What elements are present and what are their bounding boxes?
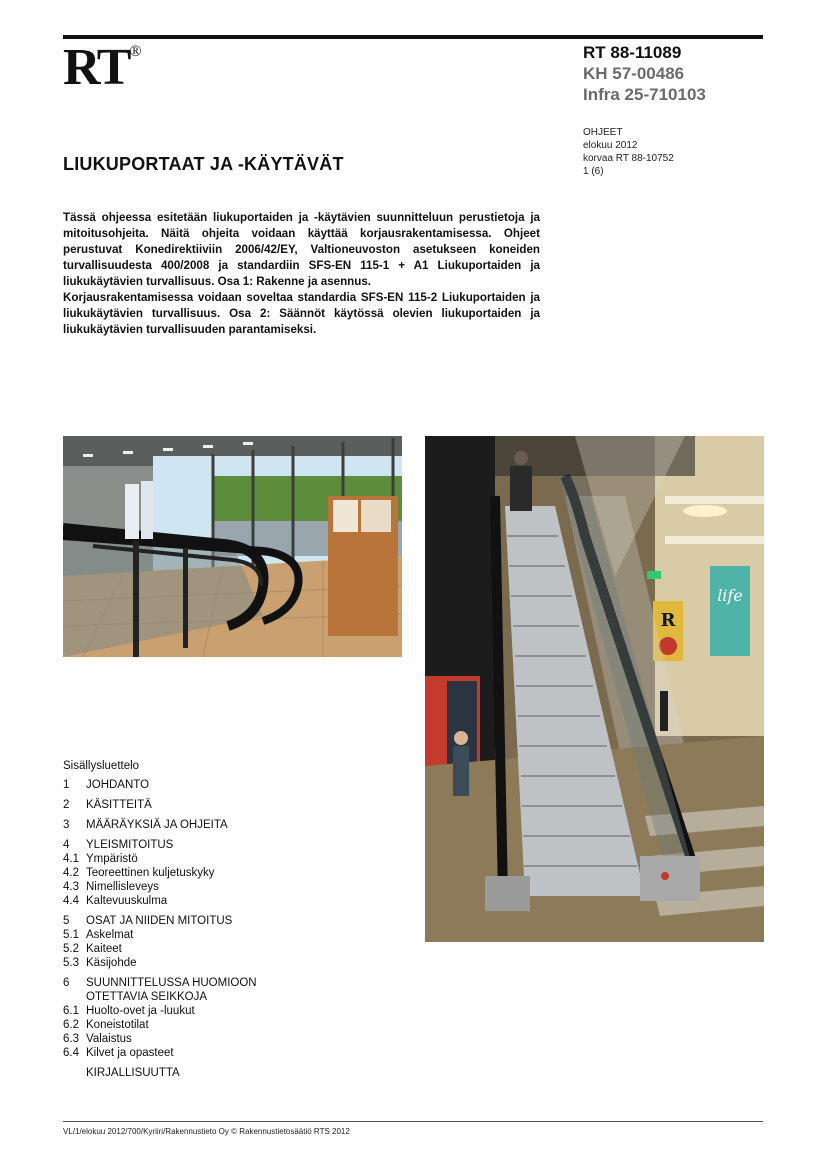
intro-text [63, 210, 540, 338]
footer-rule [63, 1121, 763, 1122]
toc-item-number: 3 [63, 819, 70, 831]
toc-item-label: OTETTAVIA SEIKKOJA [86, 991, 207, 1003]
toc-item-label: Kaltevuuskulma [86, 895, 168, 907]
toc-item-label: Valaistus [86, 1033, 132, 1045]
toc-item [63, 866, 393, 880]
code-kh: KH 57-00486 [583, 64, 685, 83]
toc-item-label: JOHDANTO [86, 779, 150, 791]
intro-paragraph-2: Korjausrakentamisessa voidaan soveltaa standardia SFS-EN 115-2 Liukuportaiden ja liukukäytävien turvallisuus. Osa 2: Säännöt käytössä olevien liukuportaiden ja liukukäytävien turvallisuuden parantamiseksi. [63, 291, 540, 336]
toc-item-label: Koneistotilat [86, 1019, 149, 1031]
toc-list [63, 778, 393, 1080]
toc-item [63, 1004, 393, 1018]
r-sign: R [660, 610, 676, 631]
toc-item-number: 6.4 [63, 1047, 79, 1059]
toc-item-label: Huolto-ovet ja -luukut [86, 1005, 195, 1017]
toc-item-label: Askelmat [86, 929, 134, 941]
footer-text: VL/1/elokuu 2012/700/Kyriiri/Rakennustieto Oy © Rakennustietosäätiö RTS 2012 [63, 1127, 350, 1136]
code-infra: Infra 25-710103 [583, 85, 706, 104]
toc-item-number: 4.1 [63, 853, 79, 865]
toc-item-number: 4.4 [63, 895, 79, 907]
document-codes [583, 42, 706, 105]
toc-item-number: 6.3 [63, 1033, 79, 1045]
toc-item [63, 928, 393, 942]
toc-item [63, 942, 393, 956]
toc-item-label: KIRJALLISUUTTA [86, 1067, 180, 1079]
life-sign: life [717, 586, 743, 605]
toc-item-label: Kilvet ja opasteet [86, 1047, 174, 1059]
toc-item [63, 838, 393, 852]
toc-item-number: 6.2 [63, 1019, 79, 1031]
toc-item-label: Ympäristö [86, 853, 138, 865]
toc-item [63, 1032, 393, 1046]
top-rule [63, 35, 763, 39]
toc-item-number: 4.2 [63, 867, 79, 879]
toc-item [63, 852, 393, 866]
escalator-photo [425, 436, 764, 942]
page-title: LIUKUPORTAAT JA -KÄYTÄVÄT [63, 154, 344, 174]
toc-item-label: OSAT JA NIIDEN MITOITUS [86, 915, 233, 927]
toc-item-number [63, 990, 86, 1004]
toc-item-number: 6.1 [63, 1005, 79, 1017]
toc-item [63, 914, 393, 928]
table-of-contents [63, 760, 393, 1080]
toc-item-number [63, 1066, 86, 1080]
toc-item-number: 2 [63, 799, 70, 811]
toc-item [63, 990, 393, 1004]
moving-walkway-photo [63, 436, 402, 657]
toc-item-label: YLEISMITOITUS [86, 839, 174, 851]
toc-item-number: 5.3 [63, 957, 79, 969]
toc-item [63, 798, 393, 812]
toc-item-label: Nimellisleveys [86, 881, 159, 893]
toc-item-label: SUUNNITTELUSSA HUOMIOON [86, 977, 257, 989]
meta-type: OHJEET [583, 127, 623, 138]
toc-item-label: Käsijohde [86, 957, 137, 969]
toc-item-label: KÄSITTEITÄ [86, 799, 152, 811]
code-rt: RT 88-11089 [583, 43, 682, 62]
toc-item [63, 778, 393, 792]
toc-item-number: 5.1 [63, 929, 79, 941]
toc-item-number: 5 [63, 915, 70, 927]
toc-item [63, 976, 393, 990]
meta-date: elokuu 2012 [583, 140, 638, 151]
toc-item-label: MÄÄRÄYKSIÄ JA OHJEITA [86, 819, 228, 831]
meta-page: 1 (6) [583, 166, 604, 177]
toc-item-number: 4.3 [63, 881, 79, 893]
toc-item-label: Teoreettinen kuljetuskyky [86, 867, 215, 879]
toc-item-number: 4 [63, 839, 70, 851]
rt-logo: RT® [63, 39, 142, 96]
toc-item [63, 880, 393, 894]
toc-item [63, 894, 393, 908]
toc-heading: Sisällysluettelo [63, 760, 140, 772]
meta-replaces: korvaa RT 88-10752 [583, 153, 674, 164]
toc-item [63, 956, 393, 970]
toc-item-label: Kaiteet [86, 943, 122, 955]
document-meta [583, 126, 674, 178]
toc-item-number: 1 [63, 779, 70, 791]
toc-item [63, 1018, 393, 1032]
toc-item [63, 818, 393, 832]
toc-item [63, 1066, 393, 1080]
toc-item [63, 1046, 393, 1060]
toc-item-number: 5.2 [63, 943, 79, 955]
toc-item-number: 6 [63, 977, 70, 989]
intro-paragraph-1: Tässä ohjeessa esitetään liukuportaiden ja -käytävien suunnitteluun perustietoja ja mitoitusohjeita. Näitä ohjeita voidaan käyttää korjausrakentamisessa. Ohjeet perustuvat Konedirektiiviin 2006/42/EY, Valtioneuvoston asetukseen koneiden turvallisuudesta 400/2008 ja standardiin SFS-EN 115-1 + A1 Liukuportaiden ja liukukäytävien turvallisuus. Osa 1: Rakenne ja asennus. [63, 211, 540, 288]
